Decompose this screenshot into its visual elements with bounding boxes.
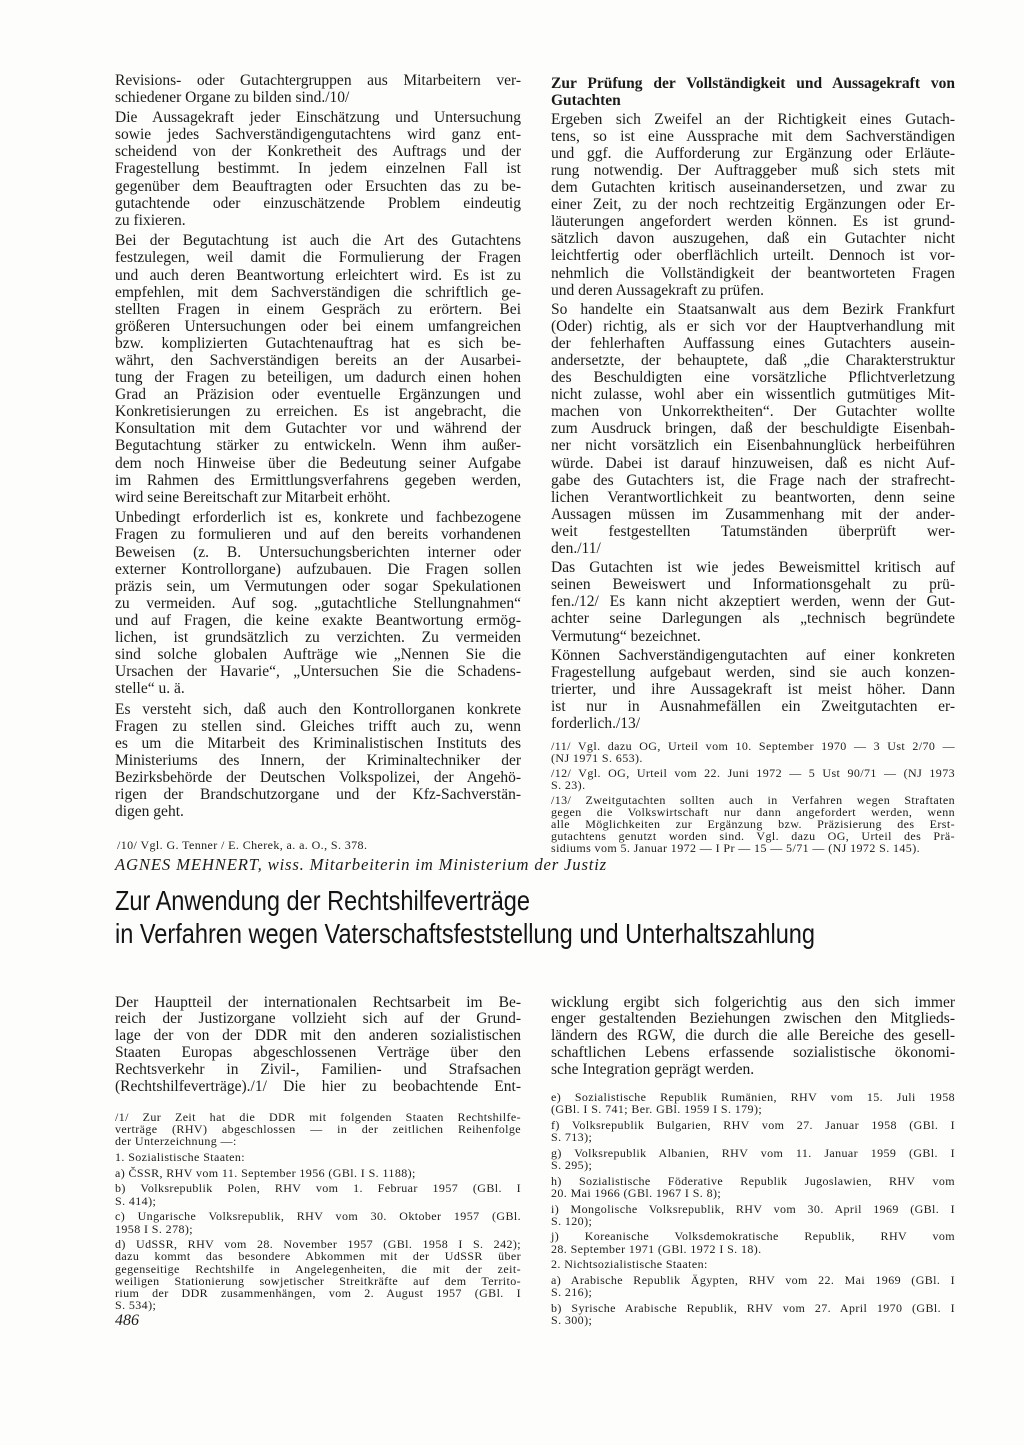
footnote-line: 2. Nichtsozialistische Staaten: xyxy=(551,1257,708,1272)
paragraph xyxy=(551,301,955,557)
footnote-line: b) Volksrepublik Polen, RHV vom 1. Februar 1957 (GBl. I xyxy=(115,1181,521,1196)
article1-right-footnotes xyxy=(551,740,955,854)
paragraph-line: So handelte ein Staatsanwalt aus dem Bezirk Frankfurt xyxy=(551,300,955,318)
article2-right-footnotes xyxy=(551,1091,955,1326)
paragraph-line: einer Zeit, zu der noch rechtzeitig Ergänzungen oder Er- xyxy=(551,196,955,214)
footnote xyxy=(551,1274,955,1298)
paragraph-line: Bei der Begutachtung ist auch die Art des Gutachtens xyxy=(115,232,521,250)
paragraph-line: ner nicht vorsätzlich ein Eisenbahnunglück herbeiführen xyxy=(551,437,955,455)
paragraph-line: empfehlen, mit dem Sachverständigen die schriftlich ge- xyxy=(115,283,521,301)
paragraph xyxy=(115,995,521,1096)
paragraph-line: dem noch Hinweise über die Bedeutung seiner Aufgabe xyxy=(115,454,521,472)
paragraph-line: und auch deren Beantwortung erleichtert wird. Es ist zu xyxy=(115,266,521,284)
paragraph-line: Konsultation mit dem Gutachter vor und während der xyxy=(115,420,521,438)
paragraph-line: den./11/ xyxy=(551,540,601,558)
paragraph-line: Das Gutachten ist wie jedes Beweismittel kritisch auf xyxy=(551,559,955,577)
article2-left-column xyxy=(115,995,521,1096)
footnote-line: a) Arabische Republik Ägypten, RHV vom 22. Mai 1969 (GBl. I xyxy=(551,1272,955,1287)
footnote-line: 28. September 1971 (GBl. 1972 I S. 18). xyxy=(551,1241,762,1256)
footnote-line: j) Koreanische Volksdemokratische Republik, RHV vom xyxy=(551,1229,955,1244)
paragraph-line: Unbedingt erforderlich ist es, konkrete und fachbezogene xyxy=(115,509,521,527)
paragraph-line: machen von Unkorrektheiten“. Der Gutachter wollte xyxy=(551,403,955,421)
paragraph-line: Fragestellung bestimmt. In jedem einzelnen Fall ist xyxy=(115,160,521,178)
paragraph-line: im Rahmen des Ermittlungsverfahrens gegeben werden, xyxy=(115,471,521,489)
footnote-line: f) Volksrepublik Bulgarien, RHV vom 27. Januar 1958 (GBl. I xyxy=(551,1117,955,1132)
footnote-line: weiligen Stationierung sowjetischer Streitkräfte auf dem Territo- xyxy=(115,1273,521,1288)
paragraph-line: würde. Dabei ist darauf hinzuweisen, daß es nicht Auf- xyxy=(551,454,955,472)
paragraph-line: leichtfertig oder oberflächlich urteilt. Dennoch ist vor- xyxy=(551,247,955,265)
paragraph-line: Vermutung“ bezeichnet. xyxy=(551,627,701,645)
footnote xyxy=(551,767,955,791)
paragraph xyxy=(551,111,955,299)
paragraph-line: zum Ausdruck bringen, daß der beschuldigte Eisenbah- xyxy=(551,420,955,438)
footnote xyxy=(551,1119,955,1143)
paragraph-line: Ergeben sich Zweifel an der Richtigkeit eines Gutach- xyxy=(551,110,955,128)
footnote-line: g) Volksrepublik Albanien, RHV vom 11. Januar 1959 (GBl. I xyxy=(551,1145,955,1160)
paragraph-line: sche Integration geprägt werden. xyxy=(551,1060,755,1078)
paragraph-line: und auf Fragen, die keine exakte Beantwortung ermög- xyxy=(115,611,521,629)
paragraph xyxy=(115,232,521,506)
footnote-line: h) Sozialistische Föderative Republik Jugoslawien, RHV vom xyxy=(551,1173,955,1188)
paragraph-line: nehmlich die Vollständigkeit der beantworteten Fragen xyxy=(551,264,955,282)
footnote xyxy=(551,794,955,854)
paragraph-line: wird seine Bereitschaft zur Mitarbeit erhöht. xyxy=(115,488,391,506)
paragraph-line: schiedener Organe zu bilden sind./10/ xyxy=(115,88,350,106)
paragraph-line: Ministeriums des Innern, der Kriminaltechniker der xyxy=(115,752,521,770)
paragraph xyxy=(115,509,521,697)
paragraph-line: (Oder) richtig, als er sich vor der Hauptverhandlung mit xyxy=(551,317,955,335)
paragraph-line: größeren Untersuchungen oder bei einem umfangreichen xyxy=(115,317,521,335)
paragraph-line: achter seine Darlegungen als „technisch begründete xyxy=(551,610,955,628)
footnote-line: der Unterzeichnung —: xyxy=(115,1134,237,1149)
footnote-line: /10/ Vgl. G. Tenner / E. Cherek, a. a. O., S. 378. xyxy=(117,838,368,852)
paragraph-line: weit festgestellten Tatumständen überprüft wer- xyxy=(551,522,955,540)
footnote xyxy=(551,1302,955,1326)
paragraph xyxy=(115,109,521,229)
paragraph-line: Die Aussagekraft jeder Einschätzung und Untersuchung xyxy=(115,109,521,127)
paragraph-line: fen./12/ Es kann nicht akzeptiert werden, wenn der Gut- xyxy=(551,593,955,611)
paragraph xyxy=(551,647,955,732)
paragraph-line: nicht zulasse, wohl aber ein wissentlich gutmütiges Mit- xyxy=(551,386,955,404)
page-number: 486 xyxy=(115,1312,139,1329)
footnote-line: (NJ 1971 S. 653). xyxy=(551,751,643,765)
article-title xyxy=(115,884,815,950)
paragraph-line: gegenüber dem Beauftragten oder Ersuchten das zu be- xyxy=(115,177,521,195)
paragraph-line: lichen, ist grundsätzlich zu verzichten. Zu vermeiden xyxy=(115,629,521,646)
paragraph-line: Rechtsverkehr in Zivil-, Familien- und Strafsachen xyxy=(115,1060,521,1078)
right-column-paragraphs xyxy=(551,111,955,732)
article1-right-column xyxy=(551,75,955,733)
paragraph xyxy=(551,995,955,1079)
footnote xyxy=(551,740,955,764)
paragraph-line: lage der von der DDR mit den anderen sozialistischen xyxy=(115,1027,521,1045)
paragraph-line: (Rechtshilfeverträge)./1/ Die hier zu beobachtende Ent- xyxy=(115,1077,521,1095)
footnote-line: S. 23). xyxy=(551,778,586,792)
paragraph-line: Revisions- oder Gutachtergruppen aus Mitarbeitern ver- xyxy=(115,71,521,89)
footnote xyxy=(115,1151,521,1163)
paragraph-line: des Beschuldigten eine vorsätzliche Pflichtverletzung xyxy=(551,369,955,387)
footnote xyxy=(115,1238,521,1311)
paragraph-line: Bezirksbehörde der Deutschen Volkspolizei, der Angehö- xyxy=(115,769,521,787)
footnote xyxy=(115,1182,521,1206)
paragraph-line: Beweisen (z. B. Untersuchungsberichten interner oder xyxy=(115,543,521,561)
paragraph-line: tens, so ist eine Aussprache mit dem Sachverständigen xyxy=(551,127,955,145)
section-heading-line: Zur Prüfung der Vollständigkeit und Aussagekraft von xyxy=(551,74,955,92)
paragraph-line: läuterungen angefordert werden können. Es ist grund- xyxy=(551,213,955,231)
paragraph-line: stellten Fragen in einem Gespräch zu erörtern. Bei xyxy=(115,300,521,318)
footnote xyxy=(551,1230,955,1254)
article1-left-footnotes xyxy=(117,839,521,851)
author-line: AGNES MEHNERT, wiss. Mitarbeiterin im Ministerium der Justiz xyxy=(115,855,607,874)
footnote-line: 1. Sozialistische Staaten: xyxy=(115,1150,246,1165)
paragraph-line: Der Hauptteil der internationalen Rechtsarbeit im Be- xyxy=(115,993,521,1011)
paragraph-line: rigen der Brandschutzorgane und der Kfz-Sachverstän- xyxy=(115,786,521,804)
footnote xyxy=(551,1203,955,1227)
paragraph-line: andersetzte, der behauptete, daß „die Charakterstruktur xyxy=(551,352,955,369)
paragraph xyxy=(115,701,521,821)
paragraph-line: sowie jedes Sachverständigengutachtens wird ganz ent- xyxy=(115,126,521,144)
paragraph-line: seinen Beweiswert und Informationsgehalt zu prü- xyxy=(551,576,955,594)
footnote-line: S. 295); xyxy=(551,1157,593,1172)
paragraph-line: wicklung ergibt sich folgerichtig aus den sich immer xyxy=(551,993,955,1011)
paragraph-line: ländern des RGW, die durch die alle Bereiche des gesell- xyxy=(551,1027,955,1045)
footnote-line: S. 120); xyxy=(551,1213,593,1228)
footnote-line: gutachtens genutzt worden sind. Vgl. dazu OG, Urteil des Prä- xyxy=(551,829,955,843)
footnote-line: 20. Mai 1966 (GBl. 1967 I S. 8); xyxy=(551,1185,722,1200)
article1-left-column xyxy=(115,72,521,821)
footnote xyxy=(115,1167,521,1179)
paragraph-line: digen geht. xyxy=(115,803,184,821)
paragraph-line: zu vermeiden. Auf sog. „gutachtliche Stellungnahmen“ xyxy=(115,594,521,612)
paragraph-line: sätzlich davon auszugehen, daß ein Gutachter nicht xyxy=(551,230,955,248)
footnote xyxy=(551,1147,955,1171)
footnote-line: /13/ Zweitgutachten sollten auch in Verfahren wegen Straftaten xyxy=(551,793,955,807)
paragraph-line: währt, den Sachverständigen bereits an der Ausarbei- xyxy=(115,352,521,369)
paragraph-line: und ggf. die Aufforderung zur Ergänzung oder Erläute- xyxy=(551,144,955,162)
paragraph-line: Fragen zu stellen sind. Gleiches trifft auch zu, wenn xyxy=(115,717,521,735)
paragraph-line: externer Kontrollorgane) aufzubauen. Die Fragen sollen xyxy=(115,560,521,578)
paragraph-line: schaftlichen Lebens erfassende sozialistische ökonomi- xyxy=(551,1043,955,1061)
paragraph-line: scheidend von der Konkretheit des Auftrags und der xyxy=(115,143,521,161)
footnote-line: S. 534); xyxy=(115,1298,157,1313)
footnote-line: gegen die Volkswirtschaft nur dann angefordert werden, wenn xyxy=(551,805,955,819)
paragraph-line: trierter, und ihre Aussagekraft ist meist höher. Dann xyxy=(551,680,955,698)
paragraph-line: es um die Mitarbeit des Kriminalistischen Instituts des xyxy=(115,735,521,753)
footnote-line: (GBl. I S. 741; Ber. GBl. 1959 I S. 179); xyxy=(551,1102,763,1117)
paragraph-line: festzulegen, weil damit die Formulierung der Fragen xyxy=(115,249,521,267)
footnote xyxy=(115,1111,521,1148)
section-heading xyxy=(551,75,955,109)
footnote xyxy=(115,1210,521,1234)
footnote-line: c) Ungarische Volksrepublik, RHV vom 30. Oktober 1957 (GBl. xyxy=(115,1209,521,1224)
paragraph-line: Konkretisierungen zu erreichen. Es ist angebracht, die xyxy=(115,403,521,421)
paragraph-line: gutachtende oder einzuschätzende Problem eindeutig xyxy=(115,194,521,212)
footnote-line: /11/ Vgl. dazu OG, Urteil vom 10. September 1970 — 3 Ust 2/70 — xyxy=(551,739,955,753)
article-title-line: in Verfahren wegen Vaterschaftsfeststellung und Unterhaltszahlung xyxy=(115,918,815,949)
section-heading-line: Gutachten xyxy=(551,91,621,109)
paragraph-line: sind solche globalen Aufträge wie „Nennen Sie die xyxy=(115,646,521,664)
paragraph-line: gabe des Gutachters ist, die Frage nach der strafrecht- xyxy=(551,471,955,489)
footnote-line: i) Mongolische Volksrepublik, RHV vom 30. April 1969 (GBl. I xyxy=(551,1201,955,1216)
footnote-line: S. 216); xyxy=(551,1285,593,1300)
paragraph xyxy=(551,559,955,644)
footnote-line: d) UdSSR, RHV vom 28. November 1957 (GBl. 1958 I S. 242); xyxy=(115,1237,521,1252)
footnote-line: 1958 I S. 278); xyxy=(115,1221,193,1236)
paragraph-line: der fehlerhaften Auffassung eines Gutachters ausein- xyxy=(551,334,955,352)
paragraph-line: reich der Justizorgane vollzieht sich auf der Grund- xyxy=(115,1010,521,1028)
paragraph-line: Aussagen müssen im Zusammenhang mit der ander- xyxy=(551,505,955,523)
footnote xyxy=(551,1258,955,1270)
paragraph-line: Fragestellung aufgebaut werden, sind sie auch konzen- xyxy=(551,663,955,681)
footnote xyxy=(117,839,521,851)
paragraph-line: forderlich./13/ xyxy=(551,714,641,732)
footnote-line: verträge (RHV) abgeschlossen — in der zeitlichen Reihenfolge xyxy=(115,1122,521,1137)
paragraph-line: und deren Aussagekraft zu prüfen. xyxy=(551,281,765,299)
paragraph-line: tung der Fragen zu beteiligen, um dadurch einen hohen xyxy=(115,369,521,387)
article-title-line: Zur Anwendung der Rechtshilfeverträge xyxy=(115,885,530,916)
paragraph-line: dem Gutachten kritisch auseinandersetzen, und zwar zu xyxy=(551,179,955,197)
article2-right-column xyxy=(551,995,955,1079)
footnote xyxy=(551,1091,955,1115)
footnote-line: S. 414); xyxy=(115,1193,157,1208)
footnote-line: e) Sozialistische Republik Rumänien, RHV vom 15. Juli 1958 xyxy=(551,1090,955,1104)
footnote xyxy=(551,1175,955,1199)
paragraph-line: lichen Verantwortlichkeit zu beantworten, denn seine xyxy=(551,488,955,506)
paragraph-line: Grad an Präzision oder eventuelle Ergänzungen und xyxy=(115,386,521,404)
footnote-line: /12/ Vgl. OG, Urteil vom 22. Juni 1972 — 5 Ust 90/71 — (NJ 1973 xyxy=(551,766,955,780)
footnote-line: dazu kommt das besondere Abkommen mit der UdSSR über xyxy=(115,1249,521,1264)
paragraph-line: Fragen zu formulieren und auf den bereits vorhandenen xyxy=(115,526,521,544)
footnote-line: /1/ Zur Zeit hat die DDR mit folgenden Staaten Rechtshilfe- xyxy=(115,1110,521,1124)
paragraph-line: stelle“ u. ä. xyxy=(115,680,185,698)
paragraph xyxy=(115,72,521,106)
paragraph-line: Begutachtung stärker zu entwickeln. Wenn ihm außer- xyxy=(115,437,521,455)
paragraph-line: Können Sachverständigengutachten auf einer konkreten xyxy=(551,646,955,664)
article2-left-footnotes xyxy=(115,1111,521,1311)
paragraph-line: präzis sein, um Vermutungen oder sogar Spekulationen xyxy=(115,577,521,595)
footnote-line: alle Möglichkeiten zur Ergänzung bzw. Präzisierung des Erst- xyxy=(551,817,955,831)
paragraph-line: enger gestaltenden Beziehungen zwischen den Mitglieds- xyxy=(551,1010,955,1028)
paragraph-line: zu fixieren. xyxy=(115,211,186,229)
footnote-line: S. 300); xyxy=(551,1313,593,1327)
paragraph-line: Ursachen der Havarie“, „Untersuchen Sie die Schadens- xyxy=(115,663,521,681)
paragraph-line: Es versteht sich, daß auch den Kontrollorganen konkrete xyxy=(115,700,521,718)
footnote-line: b) Syrische Arabische Republik, RHV vom 27. April 1970 (GBl. I xyxy=(551,1300,955,1315)
footnote-line: gegenseitige Rechtshilfe in Angelegenheiten, die mit der zeit- xyxy=(115,1261,521,1276)
footnote-line: sidiums vom 5. Januar 1972 — I Pr — 15 — 5/71 — (NJ 1972 S. 145). xyxy=(551,841,920,855)
footnote-line: rium der DDR zusammenhängen, vom 2. August 1957 (GBl. I xyxy=(115,1285,521,1300)
paragraph-line: ist nur in Ausnahmefällen ein Zweitgutachten er- xyxy=(551,697,955,715)
paragraph-line: rung notwendig. Der Auftraggeber muß sich stets mit xyxy=(551,161,955,179)
footnote-line: S. 713); xyxy=(551,1130,593,1145)
footnote-line: a) ČSSR, RHV vom 11. September 1956 (GBl. I S. 1188); xyxy=(115,1165,416,1180)
paragraph-line: bzw. komplizierten Gutachtenauftrag hat es sich be- xyxy=(115,334,521,352)
paragraph-line: Staaten Europas abgeschlossenen Verträge über den xyxy=(115,1043,521,1061)
